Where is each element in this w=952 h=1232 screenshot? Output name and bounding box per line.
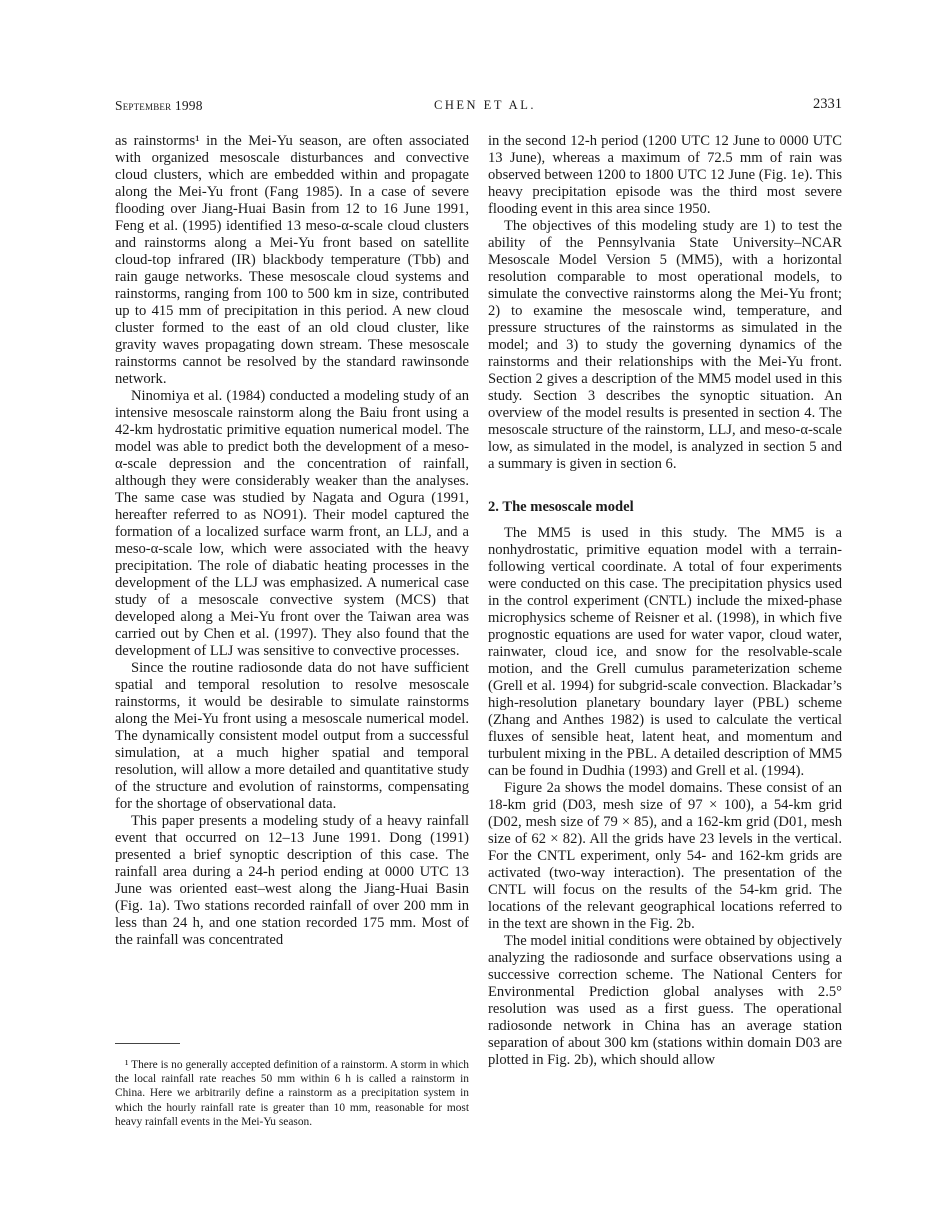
page-number: 2331 (813, 96, 842, 112)
paragraph-1: as rainstorms¹ in the Mei-Yu season, are often associated with organized mesoscale disturbances and convective cloud clusters, which are embedded within and propagate along the Mei-Yu front (Fang 1985). In a case of severe flooding over Jiang-Huai Basin from 12 to 16 June 1991, Feng et al. (1995) identified 13 meso-α-scale cloud clusters and rainstorms along a Mei-Yu front based on satellite cloud-top infrared (IR) blackbody temperature (Tbb) and rain gauge networks. These mesoscale cloud systems and rainstorms, ranging from 100 to 500 km in size, contributed up to 415 mm of precipitation in this period. A new cloud cluster formed to the east of an old cloud cluster, like gravity waves propagating down stream. These mesoscale rainstorms cannot be resolved by the standard rawinsonde network. (115, 133, 469, 387)
running-header (115, 96, 842, 116)
paragraph-8: Figure 2a shows the model domains. These consist of an 18-km grid (D03, mesh size of 97 × 100), a 54-km grid (D02, mesh size of 79 × 85), and a 162-km grid (D01, mesh size of 62 × 82). All the grids have 23 levels in the vertical. For the CNTL experiment, only 54- and 162-km grids are activated (two-way interaction). The presentation of the CNTL will focus on the results of the 54-km grid. The locations of the relevant geographical locations referred to in the text are shown in the Fig. 2b. (488, 780, 842, 932)
section-heading: 2. The mesoscale model (488, 499, 634, 515)
paragraph-4: This paper presents a modeling study of a heavy rainfall event that occurred on 12–13 June 1991. Dong (1991) presented a brief synoptic description of this case. The rainfall area during a 24-h period ending at 0000 UTC 13 June was oriented east–west along the Jiang-Huai Basin (Fig. 1a). Two stations recorded rainfall of over 200 mm in less than 24 h, and one station recorded 175 mm. Most of the rainfall was concentrated (115, 813, 469, 948)
header-authors: CHEN ET AL. (434, 98, 536, 112)
paragraph-2: Ninomiya et al. (1984) conducted a modeling study of an intensive mesoscale rainstorm along the Baiu front using a 42-km hydrostatic primitive equation numerical model. The model was able to predict both the development of a meso-α-scale depression and the concentration of rainfall, although they were considerably weaker than the analyses. The same case was studied by Nagata and Ogura (1991, hereafter referred to as NO91). Their model captured the formation of a localized surface warm front, an LLJ, and a meso-α-scale low, which were associated with the heavy precipitation. The role of diabatic heating processes in the development of the LLJ was emphasized. A numerical case study of a mesoscale convective system (MCS) that developed along a Mei-Yu front over the Taiwan area was carried out by Chen et al. (1997). They also found that the development of LLJ was sensitive to convective processes. (115, 388, 469, 659)
left-column (115, 133, 469, 949)
header-date: September 1998 (115, 98, 203, 113)
footnote (115, 1058, 469, 1129)
right-column (488, 133, 842, 1069)
paragraph-5: in the second 12-h period (1200 UTC 12 June to 0000 UTC 13 June), whereas a maximum of 72.5 mm of rain was observed between 1200 to 1800 UTC 12 June (Fig. 1e). This heavy precipitation episode was the third most severe flooding event in this area since 1950. (488, 133, 842, 217)
footnote-text: ¹ There is no generally accepted definition of a rainstorm. A storm in which the local rainfall rate reaches 50 mm within 6 h is called a rainstorm in China. Here we arbitrarily define a rainstorm as a precipitation system in which the hourly rainfall rate is greater than 10 mm, reasonable for most heavy rainfall events in the Mei-Yu season. (115, 1059, 469, 1128)
paragraph-3: Since the routine radiosonde data do not have sufficient spatial and temporal resolution to resolve mesoscale rainstorms, it would be desirable to simulate rainstorms along the Mei-Yu front using a mesoscale numerical model. The dynamically consistent model output from a successful simulation, at a much higher spatial and temporal resolution, will allow a more detailed and quantitative study of the structure and evolution of rainstorms, compensating for the shortage of observational data. (115, 660, 469, 812)
footnote-divider (115, 1043, 180, 1044)
paragraph-6: The objectives of this modeling study are 1) to test the ability of the Pennsylvania State University–NCAR Mesoscale Model Version 5 (MM5), with a horizontal resolution comparable to most operational models, to simulate the convective rainstorms along the Mei-Yu front; 2) to examine the mesoscale wind, temperature, and pressure structures of the rainstorms as simulated in the model; and 3) to study the governing dynamics of the rainstorms and their relationships with the Mei-Yu front. Section 2 gives a description of the MM5 model used in this study. Section 3 describes the synoptic situation. An overview of the model results is presented in section 4. The mesoscale structure of the rainstorm, LLJ, and meso-α-scale low, as simulated in the model, is analyzed in section 5 and a summary is given in section 6. (488, 218, 842, 472)
paragraph-9: The model initial conditions were obtained by objectively analyzing the radiosonde and surface observations using a successive correction scheme. The National Centers for Environmental Prediction global analyses with 2.5° resolution was used as a first guess. The operational radiosonde network in China has an average station separation of about 300 km (stations within domain D03 are plotted in Fig. 2b), which should allow (488, 933, 842, 1068)
paragraph-7: The MM5 is used in this study. The MM5 is a nonhydrostatic, primitive equation model with a terrain-following vertical coordinate. A total of four experiments were conducted on this case. The precipitation physics used in the control experiment (CNTL) include the mixed-phase microphysics scheme of Reisner et al. (1998), in which five prognostic equations are used for water vapor, cloud water, rainwater, cloud ice, and snow for the resolvable-scale motion, and the Grell cumulus parameterization scheme (Grell et al. 1994) for subgrid-scale convection. Blackadar’s high-resolution planetary boundary layer (PBL) scheme (Zhang and Anthes 1982) is used to calculate the vertical fluxes of sensible heat, latent heat, and momentum and turbulent mixing in the PBL. A detailed description of MM5 can be found in Dudhia (1993) and Grell et al. (1994). (488, 525, 842, 779)
